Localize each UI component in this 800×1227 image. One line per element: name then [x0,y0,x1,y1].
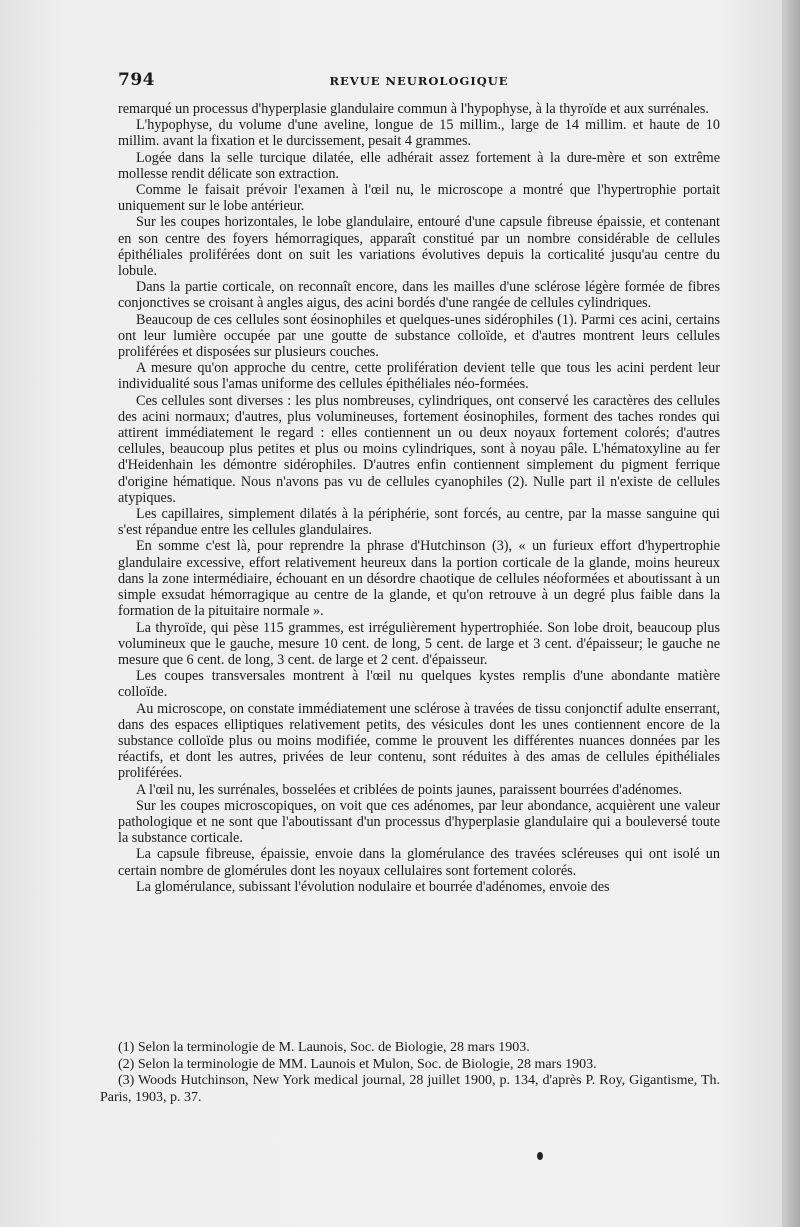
paragraph: La thyroïde, qui pèse 115 grammes, est irrégulièrement hypertrophiée. Son lobe droit, beaucoup plus volumineux que le gauche, mesure 10 cent. de long, 5 cent. de large et 3 cent. d'épaisseur; le gauche ne mesure que 6 cent. de long, 3 cent. de large et 2 cent. d'épaisseur. [118,619,720,668]
paragraph: L'hypophyse, du volume d'une aveline, longue de 15 millim., large de 14 millim. et haute de 10 millim. avant la fixation et le durcissement, pesait 4 grammes. [118,117,720,150]
paragraph: La capsule fibreuse, épaissie, envoie dans la glomérulance des travées scléreuses qui ont isolé un certain nombre de glomérules dont les noyaux cellulaires sont fortement colorés. [118,846,720,879]
page-edge-shadow [782,0,800,1227]
paragraph: En somme c'est là, pour reprendre la phrase d'Hutchinson (3), « un furieux effort d'hypertrophie glandulaire excessive, effort relativement heureux dans la portion corticale de la glande, moins heureux dans la zone intermédiaire, échouant en un désordre chaotique de cellules néoformées et aboutissant à un simple exsudat hémorragique au centre de la glande, et qu'on retrouve à un degré plus faible dans la formation de la pituitaire normale ». [118,538,720,620]
paragraph: Beaucoup de ces cellules sont éosinophiles et quelques-unes sidérophiles (1). Parmi ces acini, certains ont leur lumière occupée par une goutte de substance colloïde, et d'autres montrent leurs cellules proliférées et disposées sur plusieurs couches. [118,311,720,361]
footnote: (3) Woods Hutchinson, New York medical journal, 28 juillet 1900, p. 134, d'après P. Roy, Gigantisme, Th. Paris, 1903, p. 37. [100,1073,720,1105]
paragraph: Logée dans la selle turcique dilatée, elle adhérait assez fortement à la dure-mère et son extrême mollesse rendit délicate son extraction. [118,149,720,182]
page-header [118,70,720,90]
paragraph: remarqué un processus d'hyperplasie glandulaire commun à l'hypophyse, à la thyroïde et aux surrénales. [118,101,709,117]
paragraph: Comme le faisait prévoir l'examen à l'œil nu, le microscope a montré que l'hypertrophie portait uniquement sur le lobe antérieur. [118,182,720,215]
paragraph: Les capillaires, simplement dilatés à la périphérie, sont forcés, au centre, par la masse sanguine qui s'est répandue entre les cellules glandulaires. [118,506,720,539]
paragraph: Ces cellules sont diverses : les plus nombreuses, cylindriques, ont conservé les caractères des cellules des acini normaux; d'autres, plus volumineuses, fortement éosinophiles, forment des taches rondes qui attirent immédiatement le regard : elles contiennent un ou deux noyaux fortement colorés; d'autres cellules, beaucoup plus petites et plus ou moins cylindriques, sont à noyau pâle. L'hématoxyline au fer d'Heidenhain les démontre sidérophiles. D'autres enfin contiennent simplement du pigment ferrique d'origine hématique. Nous n'avons pas vu de cellules cyanophiles (2). Nulle part il n'existe de cellules atypiques. [118,392,720,506]
paragraph: Sur les coupes horizontales, le lobe glandulaire, entouré d'une capsule fibreuse épaissie, et contenant en son centre des foyers hémorragiques, apparaît constitué par un nombre considérable de cellules épithéliales proliférées dont on suit les variations évolutives depuis la corticalité jusqu'au centre du lobule. [118,214,720,280]
paragraph: Au microscope, on constate immédiatement une sclérose à travées de tissu conjonctif adulte enserrant, dans des espaces elliptiques relativement petits, des vésicules dont les unes contiennent encore de la substance colloïde plus ou moins modifiée, comme le prouvent les différentes nuances données par les réactifs, et dont les autres, privées de leur contenu, sont réduites à des amas de cellules épithéliales proliférées. [118,700,720,782]
page-number: 794 [118,70,155,90]
body-text [118,101,720,895]
paragraph: A l'œil nu, les surrénales, bosselées et criblées de points jaunes, paraissent bourrées d'adénomes. [136,781,683,798]
footnote: (1) Selon la terminologie de M. Launois, Soc. de Biologie, 28 mars 1903. [118,1040,530,1055]
ink-spot [537,1152,543,1160]
footnotes [100,1040,720,1106]
paragraph: A mesure qu'on approche du centre, cette prolifération devient telle que tous les acini perdent leur individualité sous l'amas uniforme des cellules épithéliales néo-formées. [118,360,720,393]
paragraph: La glomérulance, subissant l'évolution nodulaire et bourrée d'adénomes, envoie des [136,878,610,895]
paragraph: Sur les coupes microscopiques, on voit que ces adénomes, par leur abondance, acquièrent une valeur pathologique et ne sont que l'aboutissant d'un processus d'hyperplasie glandulaire qui a bouleversé toute la substance corticale. [118,797,720,847]
paragraph: Dans la partie corticale, on reconnaît encore, dans les mailles d'une sclérose légère formée de fibres conjonctives se croisant à angles aigus, des acini bordés d'une rangée de cellules cylindriques. [118,279,720,312]
footnote: (2) Selon la terminologie de MM. Launois et Mulon, Soc. de Biologie, 28 mars 1903. [118,1056,597,1072]
running-head: REVUE NEUROLOGIQUE [329,74,509,88]
paragraph: Les coupes transversales montrent à l'œil nu quelques kystes remplis d'une abondante matière colloïde. [118,668,720,701]
